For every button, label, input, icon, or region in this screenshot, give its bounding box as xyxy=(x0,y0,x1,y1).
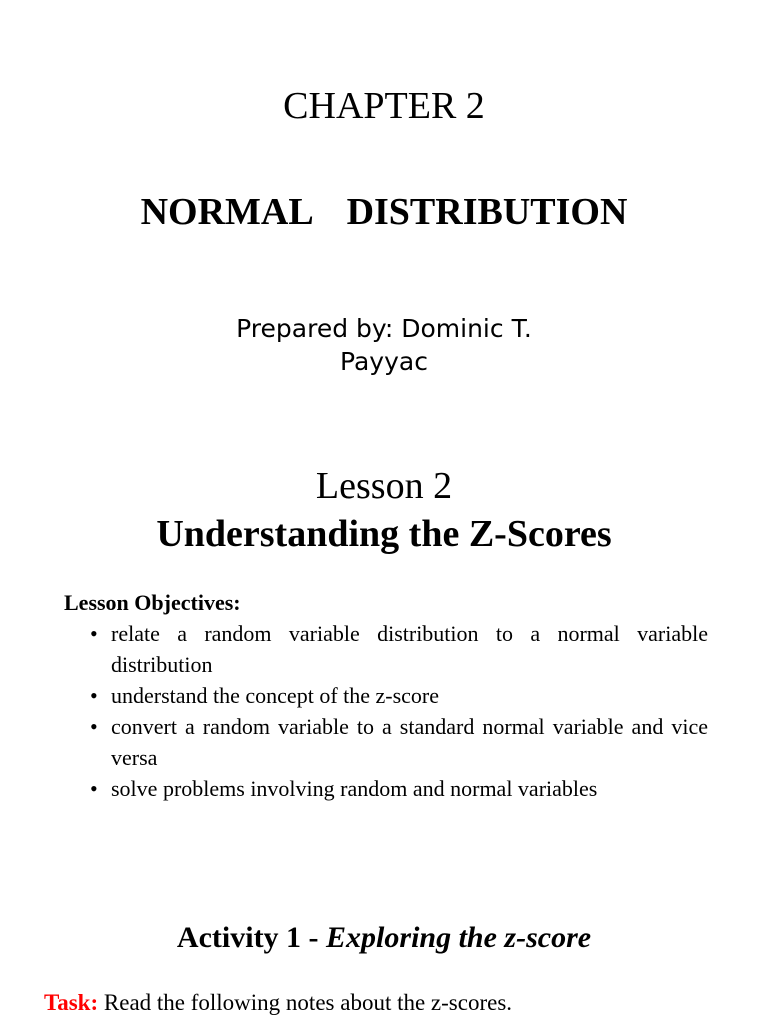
task-label: Task: xyxy=(44,990,99,1015)
bullet-icon: • xyxy=(90,776,98,801)
prepared-by-line-2: Payyac xyxy=(340,347,428,376)
prepared-by xyxy=(0,312,768,378)
objective-item-4 xyxy=(90,773,708,804)
topic-title-text: NORMAL DISTRIBUTION xyxy=(140,191,628,233)
bullet-icon: • xyxy=(90,683,98,708)
bullet-icon: • xyxy=(90,621,98,646)
objective-item-1 xyxy=(90,618,708,680)
objective-item-3 xyxy=(90,711,708,773)
bullet-icon: • xyxy=(90,714,98,739)
objectives-heading: Lesson Objectives: xyxy=(64,590,241,615)
task-line xyxy=(44,987,512,1019)
objective-text-3: convert a random variable to a standard normal variable and vice versa xyxy=(111,714,708,770)
task-text: Read the following notes about the z-scores. xyxy=(98,990,513,1015)
lesson-title: Understanding the Z-Scores xyxy=(156,513,612,555)
objective-text-2: understand the concept of the z-score xyxy=(111,683,440,708)
prepared-by-line-1: Prepared by: Dominic T. xyxy=(236,314,532,343)
activity-heading xyxy=(0,918,768,958)
objective-text-4: solve problems involving random and normal variables xyxy=(111,776,598,801)
topic-title xyxy=(0,190,768,234)
lesson-number: Lesson 2 xyxy=(315,465,453,507)
chapter-heading: CHAPTER 2 xyxy=(283,85,485,127)
activity-title: Exploring the z-score xyxy=(326,921,592,954)
activity-prefix: Activity 1 - xyxy=(176,921,327,954)
objectives-list xyxy=(90,618,708,804)
objective-text-1: relate a random variable distribution to a normal variable distribution xyxy=(111,621,708,677)
objective-item-2 xyxy=(90,680,708,711)
